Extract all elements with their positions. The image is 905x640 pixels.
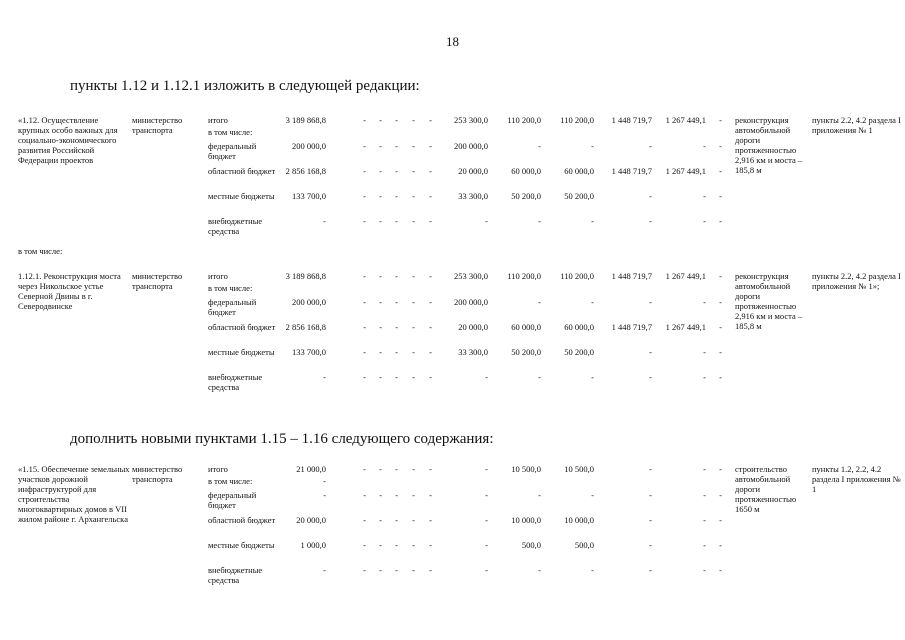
funding-value: 60 000,0 [511,322,541,332]
funding-value: - [379,271,382,281]
funding-value: - [363,372,366,382]
funding-value: - [412,565,415,575]
funding-value: - [719,297,722,307]
funding-value: - [719,166,722,176]
expected-result: реконструкция автомобильной дороги протяженностью 2,916 км и моста – 185,8 м [735,271,803,331]
funding-value: - [429,372,432,382]
funding-value: - [649,191,652,201]
funding-value: 50 200,0 [511,191,541,201]
funding-value: - [429,271,432,281]
funding-value: - [323,216,326,226]
funding-value: - [412,166,415,176]
funding-value: 50 200,0 [511,347,541,357]
funding-value: - [649,490,652,500]
funding-value: - [703,216,706,226]
funding-value: - [363,115,366,125]
funding-source: итого [208,115,228,125]
funding-value: 10 500,0 [511,464,541,474]
funding-value: - [412,372,415,382]
funding-value: 110 200,0 [507,271,541,281]
funding-value: - [395,464,398,474]
funding-value: - [379,322,382,332]
funding-value: - [363,216,366,226]
funding-value: - [379,115,382,125]
funding-value: - [395,297,398,307]
funding-value: 110 200,0 [507,115,541,125]
funding-value: - [538,565,541,575]
funding-value: - [363,271,366,281]
funding-value: - [719,191,722,201]
funding-value: - [591,565,594,575]
funding-value: 10 500,0 [564,464,594,474]
funding-value: - [395,141,398,151]
funding-source: федеральный бюджет [208,141,257,161]
funding-value: - [591,372,594,382]
funding-value: - [538,141,541,151]
funding-value: - [363,540,366,550]
funding-value: - [395,191,398,201]
funding-value: - [719,322,722,332]
funding-value: 253 300,0 [454,271,488,281]
funding-value: 1 000,0 [300,540,326,550]
funding-value: 110 200,0 [560,271,594,281]
indicator-ref: пункты 2.2, 4.2 раздела I приложения № 1 [812,115,901,135]
funding-value: - [485,565,488,575]
funding-value: - [649,141,652,151]
funding-value: - [379,464,382,474]
funding-value: - [412,141,415,151]
funding-value: 1 267 449,1 [665,115,706,125]
responsible-org: министерство транспорта [132,464,183,484]
funding-value: - [412,515,415,525]
funding-value: - [395,166,398,176]
funding-value: 60 000,0 [511,166,541,176]
funding-value: - [363,191,366,201]
funding-value: - [649,297,652,307]
funding-value: - [649,372,652,382]
funding-value: 10 000,0 [564,515,594,525]
funding-value: 10 000,0 [511,515,541,525]
funding-value: - [379,141,382,151]
funding-value: - [379,372,382,382]
funding-source: местные бюджеты [208,540,275,550]
funding-value: - [719,490,722,500]
funding-value: - [719,372,722,382]
funding-value: - [412,297,415,307]
funding-value: - [412,322,415,332]
funding-source: итого [208,271,228,281]
funding-value: - [591,490,594,500]
funding-value: - [538,297,541,307]
funding-value: - [429,490,432,500]
funding-value: 50 200,0 [564,347,594,357]
funding-value: - [538,372,541,382]
funding-value: - [363,565,366,575]
funding-value: - [429,166,432,176]
funding-value: - [485,216,488,226]
funding-value: - [379,166,382,176]
section-heading-1: пункты 1.12 и 1.12.1 изложить в следующей редакции: [70,78,420,94]
funding-value: 33 300,0 [458,191,488,201]
funding-value: - [412,191,415,201]
funding-source: в том числе: [208,476,253,486]
funding-value: - [323,490,326,500]
funding-value: - [412,216,415,226]
funding-value: 50 200,0 [564,191,594,201]
funding-value: - [649,565,652,575]
funding-value: 60 000,0 [564,322,594,332]
funding-value: - [395,372,398,382]
funding-source: федеральный бюджет [208,297,257,317]
funding-value: 133 700,0 [292,347,326,357]
page-number: 18 [446,34,459,49]
project-name: «1.15. Обеспечение земельных участков дорожной инфраструктурой для строительства многоквартирных домов в VII жилом районе г. Архангельска [18,464,130,524]
funding-value: 20 000,0 [296,515,326,525]
responsible-org: министерство транспорта [132,115,183,135]
funding-value: 1 448 719,7 [611,322,652,332]
indicator-ref: пункты 1.2, 2.2, 4.2 раздела I приложения № 1 [812,464,901,494]
funding-value: - [719,347,722,357]
funding-source: областной бюджет [208,166,276,176]
funding-value: - [703,141,706,151]
funding-value: - [429,216,432,226]
funding-value: - [485,490,488,500]
funding-value: - [703,372,706,382]
funding-value: - [429,565,432,575]
funding-value: - [429,297,432,307]
funding-value: 133 700,0 [292,191,326,201]
funding-value: - [412,464,415,474]
funding-value: - [379,515,382,525]
funding-value: - [363,515,366,525]
funding-value: - [429,191,432,201]
funding-value: - [485,540,488,550]
funding-value: - [591,297,594,307]
funding-value: - [703,565,706,575]
funding-value: - [412,271,415,281]
funding-value: - [703,515,706,525]
funding-value: - [429,515,432,525]
funding-value: - [323,565,326,575]
funding-value: 1 267 449,1 [665,322,706,332]
funding-value: - [719,464,722,474]
funding-value: - [323,372,326,382]
section-heading-2: дополнить новыми пунктами 1.15 – 1.16 следующего содержания: [70,431,494,447]
funding-value: - [395,322,398,332]
funding-source: в том числе: [208,283,253,293]
funding-source: итого [208,464,228,474]
funding-value: 20 000,0 [458,322,488,332]
funding-value: - [429,347,432,357]
funding-value: - [703,191,706,201]
funding-value: - [719,271,722,281]
funding-value: - [395,540,398,550]
funding-value: - [379,297,382,307]
funding-value: - [538,216,541,226]
funding-value: - [395,565,398,575]
funding-value: 200 000,0 [454,141,488,151]
funding-value: - [395,115,398,125]
funding-value: 2 856 168,8 [285,166,326,176]
funding-value: 200 000,0 [292,141,326,151]
funding-source: внебюджетные средства [208,565,263,585]
funding-value: 3 189 868,8 [285,271,326,281]
responsible-org: министерство транспорта [132,271,183,291]
funding-value: - [395,216,398,226]
funding-value: - [379,216,382,226]
funding-value: - [649,347,652,357]
funding-value: - [395,271,398,281]
funding-value: - [429,540,432,550]
funding-value: - [379,565,382,575]
funding-value: - [703,540,706,550]
funding-value: - [363,490,366,500]
funding-value: - [412,115,415,125]
funding-value: - [363,347,366,357]
funding-value: - [649,216,652,226]
funding-value: - [703,490,706,500]
funding-source: внебюджетные средства [208,372,263,392]
funding-value: 1 267 449,1 [665,166,706,176]
funding-value: - [412,540,415,550]
funding-value: 200 000,0 [292,297,326,307]
funding-source: в том числе: [208,127,253,137]
funding-value: - [429,141,432,151]
funding-value: 1 448 719,7 [611,166,652,176]
funding-value: 2 856 168,8 [285,322,326,332]
indicator-ref: пункты 2.2, 4.2 раздела I приложения № 1»; [812,271,901,291]
funding-value: - [719,565,722,575]
funding-value: - [429,115,432,125]
funding-source: внебюджетные средства [208,216,263,236]
funding-value: - [395,347,398,357]
funding-value: - [591,216,594,226]
funding-value: - [485,515,488,525]
funding-value: - [395,490,398,500]
funding-value: - [703,347,706,357]
funding-value: - [703,464,706,474]
funding-value: 253 300,0 [454,115,488,125]
funding-value: - [363,141,366,151]
funding-value: 60 000,0 [564,166,594,176]
funding-value: - [379,490,382,500]
funding-value: - [719,515,722,525]
funding-value: - [363,464,366,474]
funding-value: 1 448 719,7 [611,271,652,281]
funding-value: - [719,540,722,550]
funding-value: - [485,464,488,474]
funding-source: областной бюджет [208,322,276,332]
expected-result: строительство автомобильной дороги протяженностью 1650 м [735,464,797,514]
expected-result: реконструкция автомобильной дороги протяженностью 2,916 км и моста – 185,8 м [735,115,803,175]
funding-value: 500,0 [574,540,594,550]
funding-value: - [323,476,326,486]
funding-value: - [719,216,722,226]
funding-value: 1 267 449,1 [665,271,706,281]
funding-value: - [429,322,432,332]
funding-value: - [649,515,652,525]
funding-value: - [591,141,594,151]
funding-value: - [649,540,652,550]
funding-value: - [363,166,366,176]
funding-value: - [719,115,722,125]
funding-value: 20 000,0 [458,166,488,176]
project-name: 1.12.1. Реконструкция моста через Никольское устье Северной Двины в г. Северодвинске [18,271,121,311]
funding-value: 200 000,0 [454,297,488,307]
funding-source: местные бюджеты [208,191,275,201]
funding-value: - [485,372,488,382]
funding-value: - [649,464,652,474]
funding-value: - [412,490,415,500]
funding-source: местные бюджеты [208,347,275,357]
project-name: «1.12. Осуществление крупных особо важных для социально-экономического развития Российской Федерации проектов [18,115,118,165]
funding-value: 3 189 868,8 [285,115,326,125]
funding-value: - [395,515,398,525]
funding-value: 1 448 719,7 [611,115,652,125]
funding-source: федеральный бюджет [208,490,257,510]
funding-value: 110 200,0 [560,115,594,125]
funding-value: - [703,297,706,307]
funding-value: - [379,540,382,550]
funding-value: - [379,347,382,357]
funding-value: - [719,141,722,151]
subitems-note: в том числе: [18,246,63,256]
funding-value: 33 300,0 [458,347,488,357]
funding-value: 500,0 [521,540,541,550]
funding-value: - [412,347,415,357]
funding-value: - [363,297,366,307]
funding-value: - [363,322,366,332]
funding-value: - [538,490,541,500]
funding-value: 21 000,0 [296,464,326,474]
funding-value: - [429,464,432,474]
funding-source: областной бюджет [208,515,276,525]
funding-value: - [379,191,382,201]
